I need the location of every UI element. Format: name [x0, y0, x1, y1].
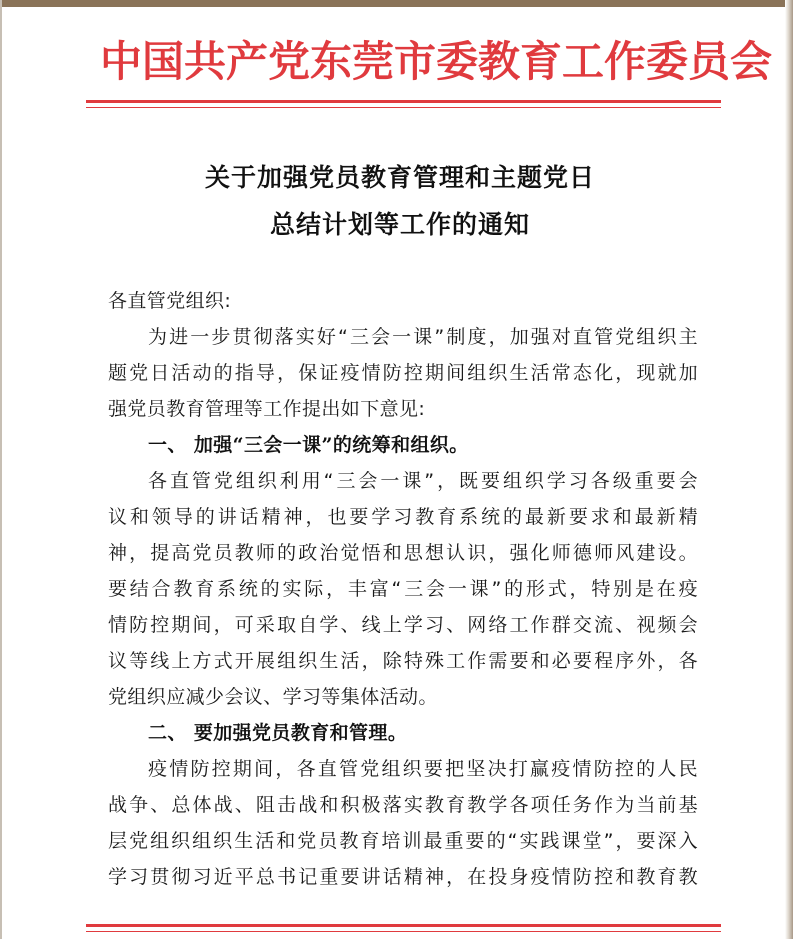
section-1-line: 议等线上方式开展组织生活，除特殊工作需要和必要程序外，各 [108, 650, 698, 672]
footer-red-rule-thin [86, 931, 721, 932]
section-1-line: 议和领导的讲话精神，也要学习教育系统的最新要求和最新精 [108, 506, 698, 528]
page-right-edge [785, 0, 793, 939]
section-1-line: 神，提高党员教师的政治觉悟和思想认识，强化师德师风建设。 [108, 542, 698, 564]
page-left-edge [0, 0, 2, 939]
salutation: 各直管党组织: [108, 290, 232, 312]
section-1-line: 情防控期间，可采取自学、线上学习、网络工作群交流、视频会 [108, 614, 698, 636]
section-1-line: 各直管党组织利用“三会一课”，既要组织学习各级重要会 [148, 470, 698, 492]
intro-line: 强党员教育管理等工作提出如下意见: [108, 398, 426, 420]
document-title-line-2: 总结计划等工作的通知 [269, 210, 530, 239]
intro-line: 为进一步贯彻落实好“三会一课”制度，加强对直管党组织主 [148, 326, 698, 348]
organization-header: 中国共产党东莞市委教育工作委员会 [100, 37, 773, 86]
page-top-edge [0, 0, 793, 7]
section-2-line: 疫情防控期间，各直管党组织要把坚决打赢疫情防控的人民 [148, 758, 698, 780]
document-title-line-1: 关于加强党员教育管理和主题党日 [204, 163, 595, 192]
section-1-line: 要结合教育系统的实际，丰富“三会一课”的形式，特别是在疫 [108, 578, 698, 600]
header-red-rule-thick [86, 100, 721, 103]
section-1-line: 党组织应减少会议、学习等集体活动。 [108, 686, 438, 708]
section-2-heading: 二、 要加强党员教育和管理。 [148, 722, 408, 744]
footer-red-rule-thick [86, 924, 721, 927]
section-1-heading: 一、 加强“三会一课”的统筹和组织。 [148, 434, 469, 456]
section-2-line: 层党组织组织生活和党员教育培训最重要的“实践课堂”，要深入 [108, 830, 698, 852]
section-2-line: 战争、总体战、阻击战和积极落实教育教学各项任务作为当前基 [108, 794, 698, 816]
intro-line: 题党日活动的指导，保证疫情防控期间组织生活常态化，现就加 [108, 362, 698, 384]
section-2-line: 学习贯彻习近平总书记重要讲话精神，在投身疫情防控和教育教 [108, 866, 698, 888]
header-red-rule-thin [86, 107, 721, 108]
